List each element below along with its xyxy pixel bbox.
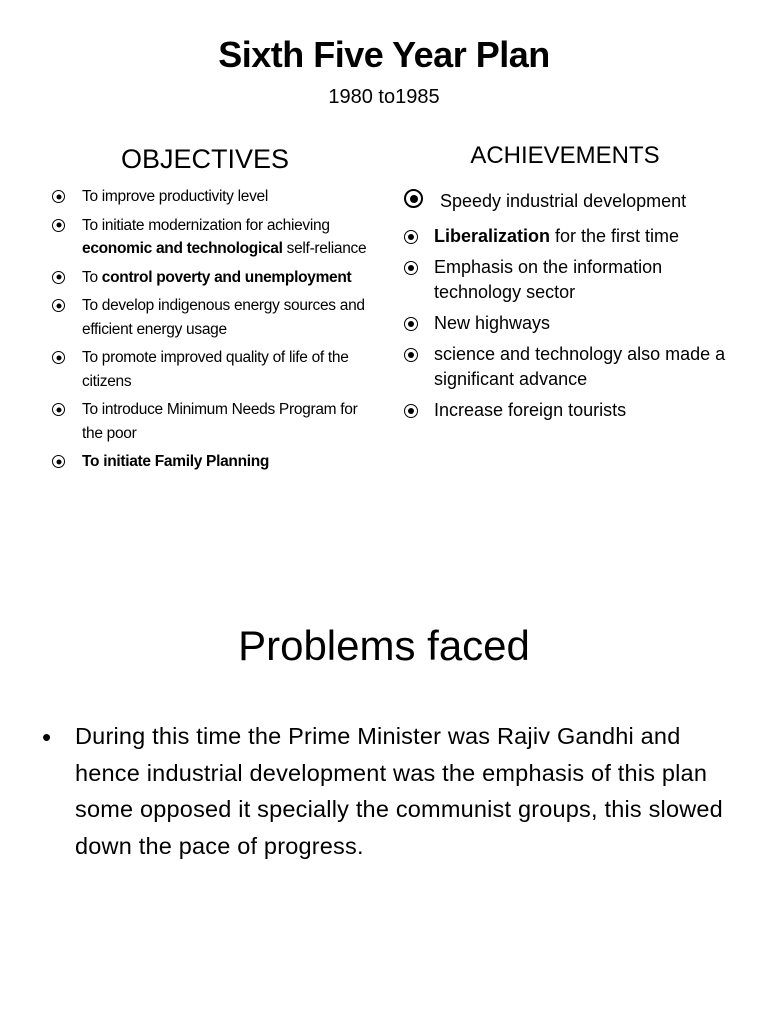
radio-bullet-icon [404, 230, 418, 244]
radio-bullet-icon [404, 348, 418, 362]
page-title: Sixth Five Year Plan [218, 34, 550, 75]
objectives-heading: OBJECTIVES [120, 144, 290, 174]
achievements-item-text: New highways [434, 313, 551, 333]
achievements-heading: ACHIEVEMENTS [470, 142, 660, 169]
bullet-icon: • [42, 722, 52, 752]
achievements-item [404, 255, 744, 305]
objectives-item [52, 294, 372, 341]
achievements-item [404, 398, 744, 423]
radio-bullet-icon [52, 219, 65, 232]
page-subtitle: 1980 to1985 [328, 86, 440, 108]
objectives-item-text: To initiate modernization for achieving [82, 216, 330, 234]
objectives-list [52, 185, 372, 479]
radio-bullet-icon [52, 190, 65, 203]
radio-bullet-icon [404, 317, 418, 331]
achievements-item-text: Speedy industrial development [440, 191, 687, 211]
problems-heading: Problems faced [238, 622, 530, 669]
objectives-item [52, 398, 372, 445]
achievements-item [404, 342, 744, 392]
achievements-item [404, 311, 744, 336]
achievements-list [404, 189, 744, 429]
radio-bullet-icon [52, 271, 65, 284]
radio-bullet-icon [52, 299, 65, 312]
objectives-item-text: control poverty and unemployment [101, 268, 352, 286]
objectives-item [52, 266, 372, 290]
radio-bullet-icon [404, 189, 423, 208]
achievements-item-text: Emphasis on the information technology sector [434, 257, 663, 302]
radio-bullet-icon [404, 404, 418, 418]
radio-bullet-icon [404, 261, 418, 275]
objectives-item [52, 346, 372, 393]
problems-paragraph: During this time the Prime Minister was Rajiv Gandhi and hence industrial development was the emphasis of this plan some opposed it specially the communist groups, this slowed down the pace of progress. [75, 723, 723, 859]
achievements-item-text: Increase foreign tourists [434, 400, 627, 420]
objectives-item-text: self-reliance [282, 240, 367, 257]
objectives-item [52, 450, 372, 474]
radio-bullet-icon [52, 403, 65, 416]
achievements-item-text: science and technology also made a significant advance [434, 344, 726, 389]
objectives-item-text: To [82, 268, 102, 286]
objectives-item [52, 185, 372, 209]
objectives-item-text: To develop indigenous energy sources and efficient energy usage [82, 297, 365, 338]
objectives-item-text: To initiate Family Planning [82, 453, 270, 470]
radio-bullet-icon [52, 351, 65, 364]
objectives-item [52, 214, 372, 261]
objectives-item-text: economic and technological [82, 240, 283, 257]
objectives-item-text: To promote improved quality of life of the citizens [82, 349, 349, 390]
objectives-item-text: To introduce Minimum Needs Program for the poor [82, 401, 358, 442]
achievements-item [404, 189, 744, 214]
objectives-item-text: To improve productivity level [82, 188, 268, 205]
radio-bullet-icon [52, 455, 65, 468]
achievements-item-text: Liberalization [434, 226, 551, 246]
achievements-item-text: for the first time [550, 226, 680, 246]
achievements-item [404, 224, 744, 249]
